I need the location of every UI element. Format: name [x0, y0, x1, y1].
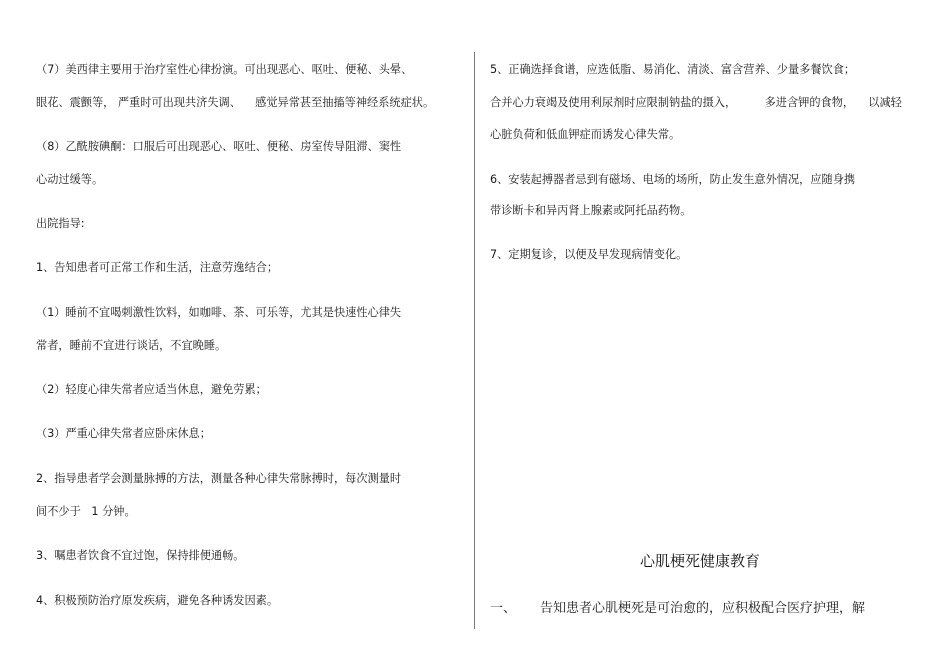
- text-line: 心动过缓等。: [36, 173, 104, 186]
- text-line: 心脏负荷和低血钾症而诱发心律失常。: [490, 128, 681, 141]
- text-line: 3、嘱患者饮食不宜过饱，保持排便通畅。: [36, 549, 245, 562]
- section-title: 心肌梗死健康教育: [640, 552, 761, 570]
- text-line: 1、告知患者可正常工作和生活，注意劳逸结合；: [36, 261, 279, 274]
- text-line: 眼花、震颤等， 严重时可出现共济失调、 感觉异常甚至抽搐等神经系统症状。: [36, 96, 435, 109]
- text-line: 间不少于 1 分钟。: [36, 505, 136, 518]
- section-heading: 出院指导:: [36, 217, 85, 230]
- text-line: （1）睡前不宜喝刺激性饮料，如咖啡、茶、可乐等，尤其是快速性心律失: [36, 306, 402, 319]
- text-line: 4、积极预防治疗原发疾病，避免各种诱发因素。: [36, 594, 279, 607]
- text-line: （7）美西律主要用于治疗室性心律扮演。可出现恶心、呕吐、便秘、头晕、: [36, 63, 413, 76]
- text-line: 带诊断卡和异丙肾上腺素或阿托品药物。: [490, 204, 692, 217]
- text-line: （8）乙酰胺碘酮：口服后可出现恶心、呕吐、便秘、房室传导阻滞、窦性: [36, 140, 402, 153]
- text-line: 常者，睡前不宜进行谈话，不宜晚睡。: [36, 339, 227, 352]
- text-line: 合并心力衰竭及使用利尿剂时应限制钠盐的摄入， 多进含钾的食物， 以减轻: [490, 96, 902, 109]
- text-line: 6、安装起搏器者忌到有磁场、电场的场所，防止发生意外情况，应随身携: [490, 173, 856, 186]
- text-line: 2、指导患者学会测量脉搏的方法，测量各种心律失常脉搏时，每次测量时: [36, 472, 402, 485]
- text-line: 7、定期复诊，以便及早发现病情变化。: [490, 248, 688, 261]
- column-divider: [474, 52, 475, 629]
- text-line: （2）轻度心律失常者应适当休息，避免劳累；: [36, 383, 267, 396]
- text-line: 告知患者心肌梗死是可治愈的，应积极配合医疗护理，解: [540, 601, 866, 616]
- text-line: 5、正确选择食谱，应选低脂、易消化、清淡、富含营养、少量多餐饮食；: [490, 63, 856, 76]
- text-line: （3）严重心律失常者应卧床休息；: [36, 427, 211, 440]
- list-number: 一、: [490, 601, 517, 616]
